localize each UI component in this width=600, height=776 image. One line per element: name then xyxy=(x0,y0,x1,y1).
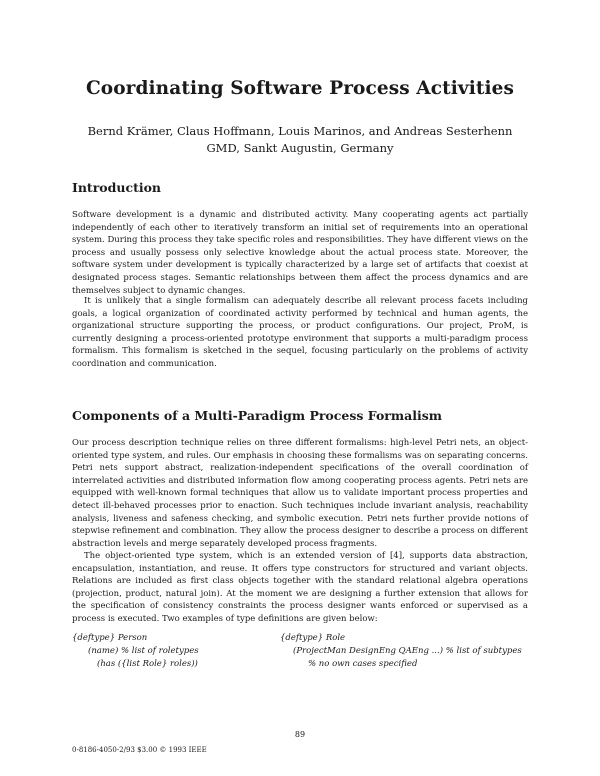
code-left-line-3: (has ({list Role} roles)) xyxy=(97,659,198,669)
intro-paragraph-2: It is unlikely that a single formalism can adequately describe all relevant process facets including goals, a logical organization of coordinated activity performed by technical and human agents, the organizational structure supporting the process, or product configurations. Our project, ProM, is currently designing a process-oriented prototype environment that supports a multi-paradigm process formalism. This formalism is sketched in the sequel, focusing particularly on the problems of activity coordination and communication. xyxy=(72,296,528,369)
intro-paragraph-1: Software development is a dynamic and distributed activity. Many cooperating agents act partially independently of each other to iteratively transform an initial set of requirements into an operational system. During this process they take specific roles and responsibilities. They have different views on the process and usually possess only selective knowledge about the actual process state. Moreover, the software system under development is typically characterized by a large set of artifacts that coexist at designated process stages. Semantic relationships between them affect the process dynamics and are themselves subject to dynamic changes. xyxy=(72,210,528,296)
code-right-line-1: {deftype} Role xyxy=(280,633,346,643)
author-block xyxy=(0,123,600,157)
code-left-line-1: {deftype} Person xyxy=(72,633,148,643)
components-paragraph-1: Our process description technique relies on three different formalisms: high-level Petri nets, an object-oriented type system, and rules. Our emphasis in choosing these formalisms was on separating concerns. Petri nets support abstract, realization-independent specifications of the overall coordination of interrelated activities and distributed information flow among cooperating process agents. Petri nets are equipped with well-known formal techniques that allow us to validate important process properties and detect ill-behaved processes prior to enaction. Such techniques include invariant analysis, reachability analysis, liveness and safeness checking, and symbolic execution. Petri nets further provide notions of stepwise refinement and combination. They allow the process designer to describe a process on different abstraction levels and merge separately developed process fragments. xyxy=(72,438,528,549)
paper-title: Coordinating Software Process Activities xyxy=(85,78,515,99)
copyright-line: 0-8186-4050-2/93 $3.00 © 1993 IEEE xyxy=(72,746,207,754)
code-right-line-2: (ProjectMan DesignEng QAEng ...) % list of subtypes xyxy=(293,646,522,656)
author-names: Bernd Krämer, Claus Hoffmann, Louis Marinos, and Andreas Sesterhenn xyxy=(87,124,513,138)
section-heading-components: Components of a Multi-Paradigm Process Formalism xyxy=(72,408,442,423)
section-heading-introduction: Introduction xyxy=(72,180,162,195)
code-right-line-3: % no own cases specified xyxy=(308,659,418,669)
page-number: 89 xyxy=(294,730,306,739)
code-left-line-2: (name) % list of roletypes xyxy=(88,646,199,656)
components-paragraph-2: The object-oriented type system, which is an extended version of [4], supports data abstraction, encapsulation, instantiation, and reuse. It offers type constructors for structured and variant objects. Relations are included as first class objects together with the standard relational algebra operations (projection, product, natural join). At the moment we are designing a further extension that allows for the specification of consistency constraints the process designer wants enforced or supervised as a process is executed. Two examples of type definitions are given below: xyxy=(72,551,528,624)
author-affiliation: GMD, Sankt Augustin, Germany xyxy=(206,141,394,155)
